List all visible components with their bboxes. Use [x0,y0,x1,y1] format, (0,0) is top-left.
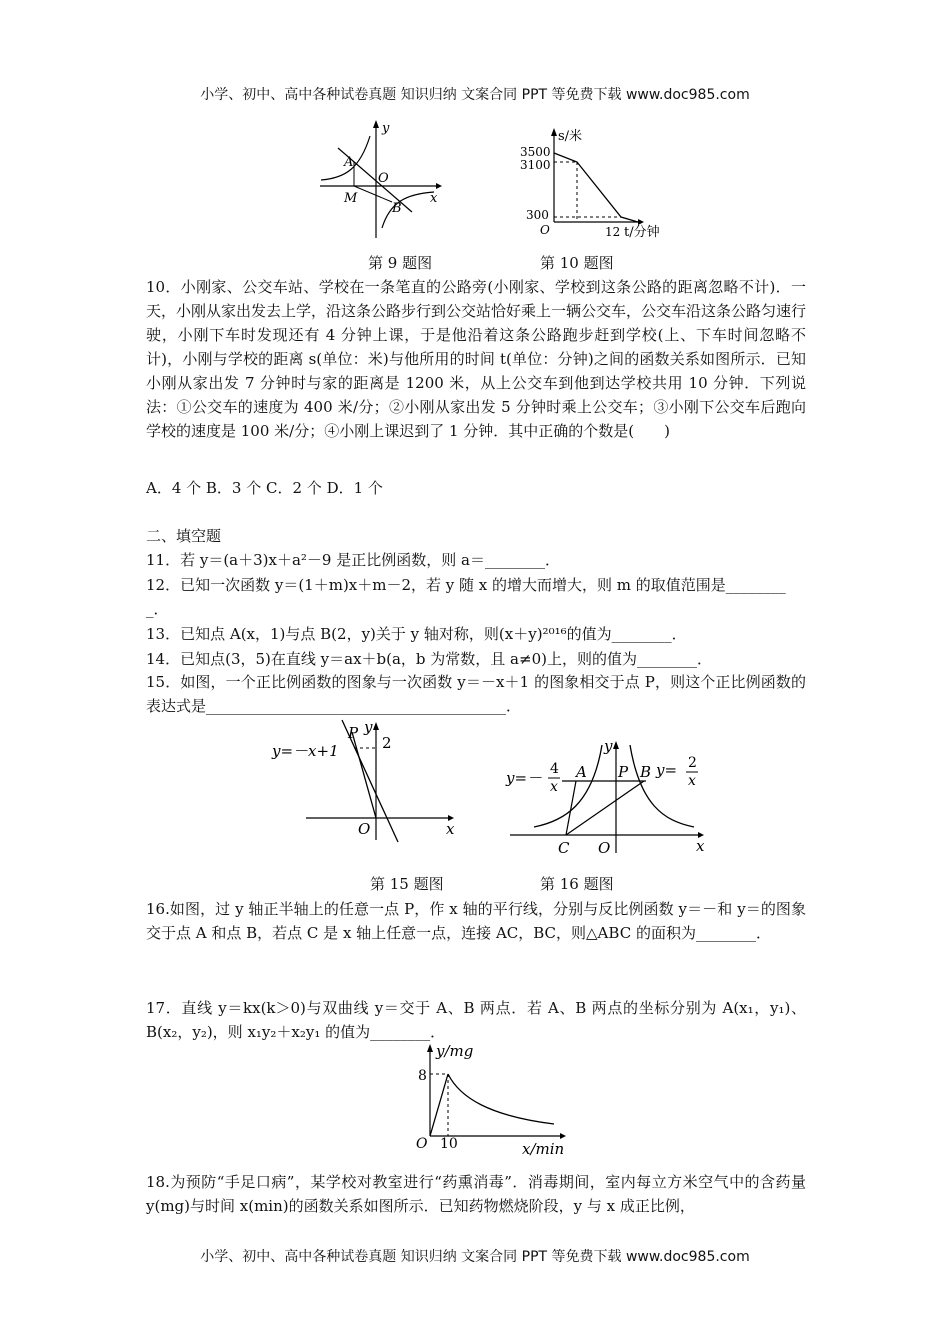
fig16-point-b: B [640,763,652,781]
question-16: 16.如图，过 y 轴正半轴上的任意一点 P，作 x 轴的平行线，分别与反比例函数 y＝－和 y＝的图象交于点 A 和点 B，若点 C 是 x 轴上任意一点，连接 AC，BC，则△ABC 的面积为________． [146,900,806,942]
caption-fig15: 第 15 题图 [370,875,444,893]
fig10-x-label: t/分钟 [624,225,660,240]
fig16-left-den: x [550,779,558,795]
proportional-line [352,732,376,818]
question-11: 11．若 y＝(a＋3)x＋a²－9 是正比例函数，则 a＝________． [146,551,560,569]
section-fill-blank-title: 二、填空题 [146,527,222,545]
figure-10 [516,122,676,244]
fig18-x-label: x/min [522,1140,565,1158]
question-17: 17．直线 y＝kx(k＞0)与双曲线 y＝交于 A、B 两点．若 A、B 两点的坐标分别为 A(x₁，y₁)、B(x₂，y₂)，则 x₁y₂＋x₂y₁ 的值为________． [146,999,806,1041]
fig10-origin: O [540,223,550,237]
question-18: 18.为预防“手足口病”，某学校对教室进行“药熏消毒”．消毒期间，室内每立方米空气中的含药量 y(mg)与时间 x(min)的函数关系如图所示．已知药物燃烧阶段，y 与 x 成正比例， [146,1173,806,1215]
figure-18 [410,1042,580,1158]
fig9-point-m: M [344,191,358,206]
question-15: 15．如图，一个正比例函数的图象与一次函数 y＝－x＋1 的图象相交于点 P，则这个正比例函数的表达式是________________________________________． [146,673,806,715]
fig10-tick-3100: 3100 [520,158,551,172]
fig10-tick-12: 12 [605,225,621,239]
fig18-origin: O [416,1136,428,1152]
fig18-y-label: y/mg [436,1042,474,1060]
question-10: 10．小刚家、公交车站、学校在一条笔直的公路旁(小刚家、学校到这条公路的距离忽略不计)．一天，小刚从家出发去上学，沿这条公路步行到公交站恰好乘上一辆公交车，公交车沿这条公路匀速行驶，小刚下车时发现还有 4 分钟上课，于是他沿着这条公路跑步赶到学校(上、下车时间忽略不计)，小刚与学校的距离 s(单位：米)与他所用的时间 t(单位：分钟)之间的函数关系如图所示．已知小刚从家出发 7 分钟时与家的距离是 1200 米，从上公交车到他到达学校共用 10 分钟．下列说法：①公交车的速度为 400 米/分；②小刚从家出发 5 分钟时乘上公交车；③小刚下公交车后跑向学校的速度是 100 米/分；④小刚上课迟到了 1 分钟．其中正确的个数是( ) [146,278,807,440]
fig10-tick-300: 300 [526,208,549,222]
figure-16 [504,735,714,859]
question-12-line1: 12．已知一次函数 y＝(1＋m)x＋m－2，若 y 随 x 的增大而增大，则 m 的取值范围是________ [146,576,786,594]
line-mb [354,186,392,202]
fig9-x-label: x [430,191,438,206]
question-10-options: A．4 个 B．3 个 C．2 个 D．1 个 [146,479,383,497]
fig10-y-label: s/米 [558,129,583,144]
line-bc [566,781,644,835]
fig16-right-label: y= [656,761,678,779]
y-arrow [373,722,379,730]
burning-phase-line [430,1074,448,1136]
y-arrow [373,120,379,128]
page-footer: 小学、初中、高中各种试卷真题 知识归纳 文案合同 PPT 等免费下载 www.doc985.com [200,1249,750,1265]
fig16-right-den: x [688,773,696,789]
caption-fig9: 第 9 题图 [368,254,433,272]
fig18-tick-10: 10 [440,1136,458,1152]
fig15-tick-2: 2 [382,734,392,752]
fig15-x-label: x [446,820,455,838]
fig9-point-a: A [344,155,354,170]
fig16-point-p: P [618,763,629,781]
fig16-point-a: A [576,763,587,781]
right-hyperbola [630,745,694,827]
fig16-x-label: x [696,837,705,855]
fig10-tick-3500: 3500 [520,145,551,159]
fig16-y-label: y [604,737,613,755]
fig9-point-o: O [378,171,389,186]
fig15-origin: O [358,820,371,838]
y-arrow [613,741,619,749]
caption-fig10: 第 10 题图 [540,254,614,272]
fig15-y-label: y [364,718,373,736]
y-arrow [551,128,557,136]
hyperbola-lower-right [382,192,434,228]
fig16-right-num: 2 [688,755,697,771]
fig18-tick-8: 8 [418,1068,427,1084]
fig16-point-c: C [558,839,570,857]
fig16-left-label: y=－ [506,769,543,787]
left-hyperbola [534,745,602,827]
fig9-point-b: B [392,201,402,216]
fig16-origin: O [598,839,611,857]
decay-curve [448,1074,554,1124]
figure-9 [316,118,446,238]
caption-fig16: 第 16 题图 [540,875,614,893]
fig16-left-num: 4 [550,761,559,777]
fig15-line-label: y=－x+1 [272,742,339,760]
y-arrow [427,1044,433,1052]
question-14: 14．已知点(3，5)在直线 y＝ax＋b(a，b 为常数，且 a≠0)上，则的值为________． [146,650,712,668]
x-arrow [436,183,442,189]
fig15-point-p: P [348,724,359,742]
figure-15 [268,718,468,846]
fig9-y-label: y [382,121,390,136]
page-header: 小学、初中、高中各种试卷真题 知识归纳 文案合同 PPT 等免费下载 www.doc985.com [200,87,750,103]
x-arrow [560,1133,566,1139]
question-13: 13．已知点 A(x，1)与点 B(2，y)关于 y 轴对称，则(x＋y)²⁰¹⁶的值为________． [146,625,687,643]
question-12-line2: _． [146,600,169,618]
distance-graph [554,153,638,222]
